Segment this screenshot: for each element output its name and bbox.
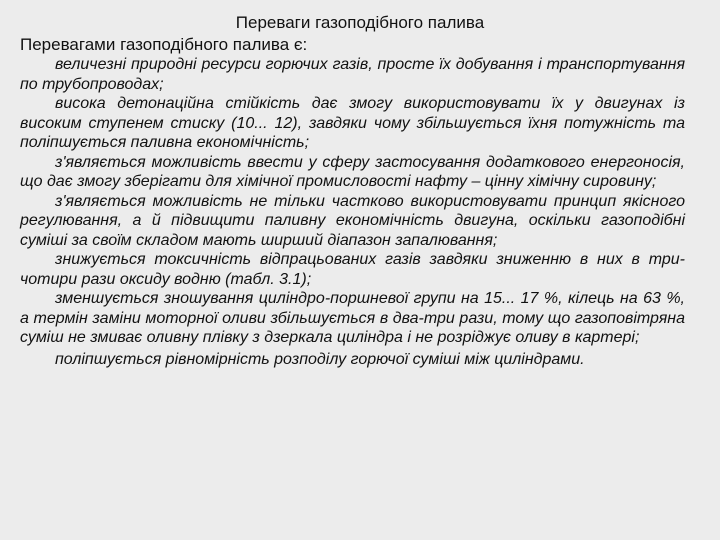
advantage-item-5: знижується токсичність відпрацьованих газів завдяки зниженню в них в три-чотири рази оксиду водню (табл. 3.1); bbox=[20, 251, 685, 288]
advantage-item-4: з'являється можливість не тільки частково використовувати принцип якісного регулювання, а й підвищити паливну економічність двигуна, оскільки газоподібні суміші за своїм складом мають ширший діапазон запалювання; bbox=[20, 192, 685, 249]
advantage-item-7: поліпшується рівномірність розподілу горючої суміші між циліндрами. bbox=[55, 350, 585, 368]
advantage-item-2: висока детонаційна стійкість дає змогу використовувати їх у двигунах із високим ступенем стиску (10... 12), завдяки чому збільшується їхня потужність та поліпшується паливна економічність; bbox=[20, 95, 685, 151]
advantage-item-6: зменшується зношування циліндро-поршневої групи на 15... 17 %, кілець на 63 %, а термін заміни моторної оливи збільшується в два-три рази, тому що газоповітряна суміш не змиває оливну плівку з дзеркала циліндра і не розріджує оливу в картері; bbox=[20, 290, 685, 346]
advantage-item-1: величезні природні ресурси горючих газів, просте їх добування і транспортування по трубопроводах; bbox=[20, 56, 685, 93]
advantage-item-3: з'являється можливість ввести у сферу застосування додаткового енергоносія, що дає змогу зберігати для хімічної промисловості нафту – цінну хімічну сировину; bbox=[20, 153, 685, 190]
slide-title: Переваги газоподібного палива bbox=[235, 13, 485, 32]
intro-text: Перевагами газоподібного палива є: bbox=[20, 35, 308, 54]
